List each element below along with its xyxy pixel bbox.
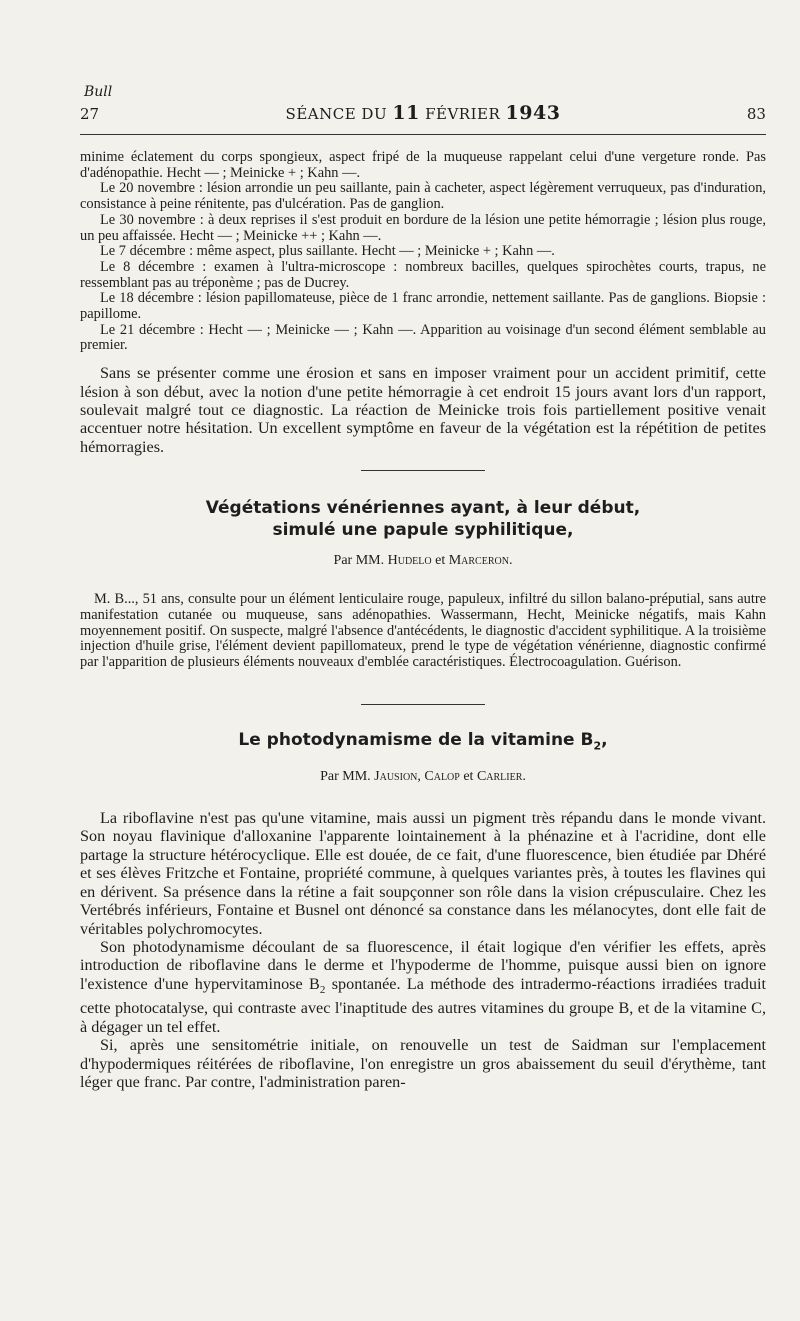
case-note: minime éclatement du corps spongieux, aspect fripé de la muqueuse rappelant celui d'une vergeture ronde. Pas d'adénopathie. Hecht — ; Meinicke + ; Kahn —.: [80, 149, 766, 181]
discussion: [80, 364, 766, 456]
session-title: SÉANCE DU 11 FÉVRIER 1943: [285, 102, 561, 124]
article2-paragraph: Si, après une sensitométrie initiale, on renouvelle un test de Saidman sur l'emplacement d'hypodermiques réitérées de riboflavine, l'on enregistre un gros abaissement du seuil d'érythème, tant léger que franc. Par contre, l'administration paren-: [80, 1036, 766, 1091]
case-note: Le 21 décembre : Hecht — ; Meinicke — ; Kahn —. Apparition au voisinage d'un second élément semblable au premier.: [80, 321, 766, 354]
case-note: Le 20 novembre : lésion arrondie un peu saillante, pain à cacheter, aspect légèrement verruqueux, pas d'induration, consistance à peine rénitente, pas d'ulcération. Pas de ganglion.: [80, 180, 766, 213]
article1-body: [80, 592, 766, 671]
separator: [361, 704, 485, 705]
article2-title: Le photodynamisme de la vitamine $B_2$,: [238, 729, 608, 753]
signature-mark: 27: [80, 105, 100, 123]
case-notes: [80, 150, 766, 354]
page-header: [80, 102, 766, 135]
article1-authors: Par MM. Hudelo et Marceron.: [333, 553, 513, 569]
article2-authors: Par MM. Jausion, Calop et Carlier.: [320, 769, 526, 785]
article2-paragraph: Son photodynamisme découlant de sa fluorescence, il était logique d'en vérifier les effets, après introduction de riboflavine dans le derme et l'hypoderme de l'homme, puisque aussi bien on ignore l'existence d'une hypervitaminose $B_2$ spontanée. La méthode des intradermo-réactions irradiées traduit cette photocatalyse, qui contraste avec l'inaptitude des autres vitamines du groupe B, et de la vitamine C, à dégager un tel effet.: [80, 937, 766, 1036]
case-note: Le 7 décembre : même aspect, plus saillante. Hecht — ; Meinicke + ; Kahn —.: [100, 243, 555, 260]
page: [80, 84, 766, 1091]
case-note: Le 30 novembre : à deux reprises il s'est produit en bordure de la lésion une petite hémorragie ; lésion plus rouge, un peu affaissée. Hecht — ; Meinicke ++ ; Kahn —.: [80, 211, 766, 244]
separator: [361, 470, 485, 471]
article2-paragraph: La riboflavine n'est pas qu'une vitamine, mais aussi un pigment très répandu dans le monde vivant. Son noyau flavinique d'alloxanine l'apparente lointainement à la phénazine et à l'acridine, dont elle partage la structure hétérocyclique. Elle est douée, de ce fait, d'une fluorescence, bien étudiée par Dhéré et ses élèves Fritzche et Fontaine, propriété commune, à quelques variantes près, à toutes les flavines qui en dérivent. Sa présence dans la rétine a fait soupçonner son rôle dans la vision crépusculaire. Chez les Vertébrés inférieurs, Fontaine et Busnel ont dénoncé sa constance dans les mélanocytes, dont elle fait de véritables polychromocytes.: [80, 809, 766, 938]
article1-paragraph: M. B..., 51 ans, consulte pour un élément lenticulaire rouge, papuleux, infiltré du sillon balano-préputial, sans autre manifestation cutanée ou muqueuse, sans adénopathies. Wassermann, Hecht, Meinicke négatifs, mais Kahn moyennement positif. On suspecte, malgré l'absence d'antécédents, le diagnostic d'accident syphilitique. A la troisième injection d'huile grise, l'élément devient papillomateux, prend le type de végétation vénérienne, diagnostic confirmé par l'apparition de plusieurs éléments nouveaux d'emblée caractéristiques. Électrocoagulation. Guérison.: [80, 591, 766, 670]
case-note: Le 8 décembre : examen à l'ultra-microscope : nombreux bacilles, quelques spirochètes courts, trapus, ne ressemblant pas au tréponème ; pas de Ducrey.: [80, 258, 766, 291]
article1-title: Végétations vénériennes ayant, à leur début, simulé une papule syphilitique,: [205, 498, 641, 541]
discussion-paragraph: Sans se présenter comme une érosion et sans en imposer vraiment pour un accident primitif, cette lésion à son début, avec la notion d'une petite hémorragie à cet endroit 15 jours avant lors d'un rapport, soulevait malgré tout ce diagnostic. La réaction de Meinicke trois fois partiellement positive venait accentuer notre hésitation. Un excellent symptôme en faveur de la végétation est la répétition de petites hémorragies.: [80, 364, 766, 456]
page-number: 83: [746, 105, 766, 123]
article2-body: [80, 809, 766, 1091]
case-note: Le 18 décembre : lésion papillomateuse, pièce de 1 franc arrondie, nettement saillante. Pas de ganglions. Biopsie : papillome.: [80, 290, 766, 323]
running-label: Bull: [84, 84, 113, 100]
